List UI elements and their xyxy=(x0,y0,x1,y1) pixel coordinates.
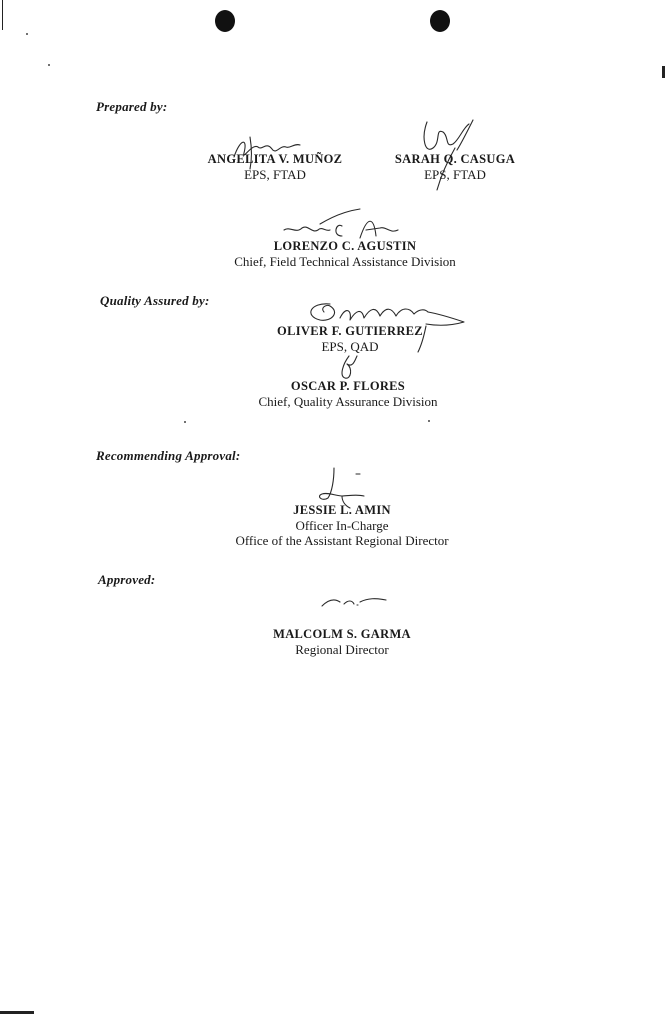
scan-speck xyxy=(26,33,28,35)
gutierrez-signature-block xyxy=(270,324,430,354)
amin-office: Office of the Assistant Regional Director xyxy=(235,533,449,548)
munoz-title: EPS, FTAD xyxy=(244,167,306,182)
quality-assured-by-label: Quality Assured by: xyxy=(100,293,210,308)
punch-hole-right xyxy=(430,10,450,32)
munoz-signature-block xyxy=(195,152,355,182)
recommending-approval-label: Recommending Approval: xyxy=(96,448,241,463)
munoz-name: ANGELITA V. MUÑOZ xyxy=(207,152,343,166)
amin-name: JESSIE L. AMIN xyxy=(293,503,391,517)
amin-signature-block xyxy=(192,503,492,548)
scan-speck xyxy=(428,420,430,422)
casuga-signature-block xyxy=(380,152,530,182)
flores-signature-block xyxy=(198,379,498,409)
agustin-name: LORENZO C. AGUSTIN xyxy=(273,239,417,253)
scan-speck xyxy=(184,421,186,423)
prepared-by-label: Prepared by: xyxy=(96,99,168,114)
scan-speck xyxy=(48,64,50,66)
flores-name: OSCAR P. FLORES xyxy=(290,379,406,393)
gutierrez-title: EPS, QAD xyxy=(321,339,379,354)
left-edge-mark xyxy=(2,0,3,30)
garma-signature-block xyxy=(192,627,492,657)
agustin-title: Chief, Field Technical Assistance Division xyxy=(234,254,456,269)
gutierrez-name: OLIVER F. GUTIERREZ xyxy=(277,324,423,338)
garma-signature xyxy=(320,594,390,610)
agustin-signature-block xyxy=(195,239,495,269)
flores-title: Chief, Quality Assurance Division xyxy=(258,394,438,409)
casuga-name: SARAH Q. CASUGA xyxy=(394,152,516,166)
bottom-edge-mark xyxy=(0,1011,34,1014)
amin-title: Officer In-Charge xyxy=(295,518,389,533)
approved-label: Approved: xyxy=(98,572,156,587)
right-edge-mark xyxy=(662,66,665,78)
casuga-title: EPS, FTAD xyxy=(424,167,486,182)
punch-hole-left xyxy=(215,10,235,32)
garma-name: MALCOLM S. GARMA xyxy=(273,627,411,641)
garma-title: Regional Director xyxy=(295,642,389,657)
